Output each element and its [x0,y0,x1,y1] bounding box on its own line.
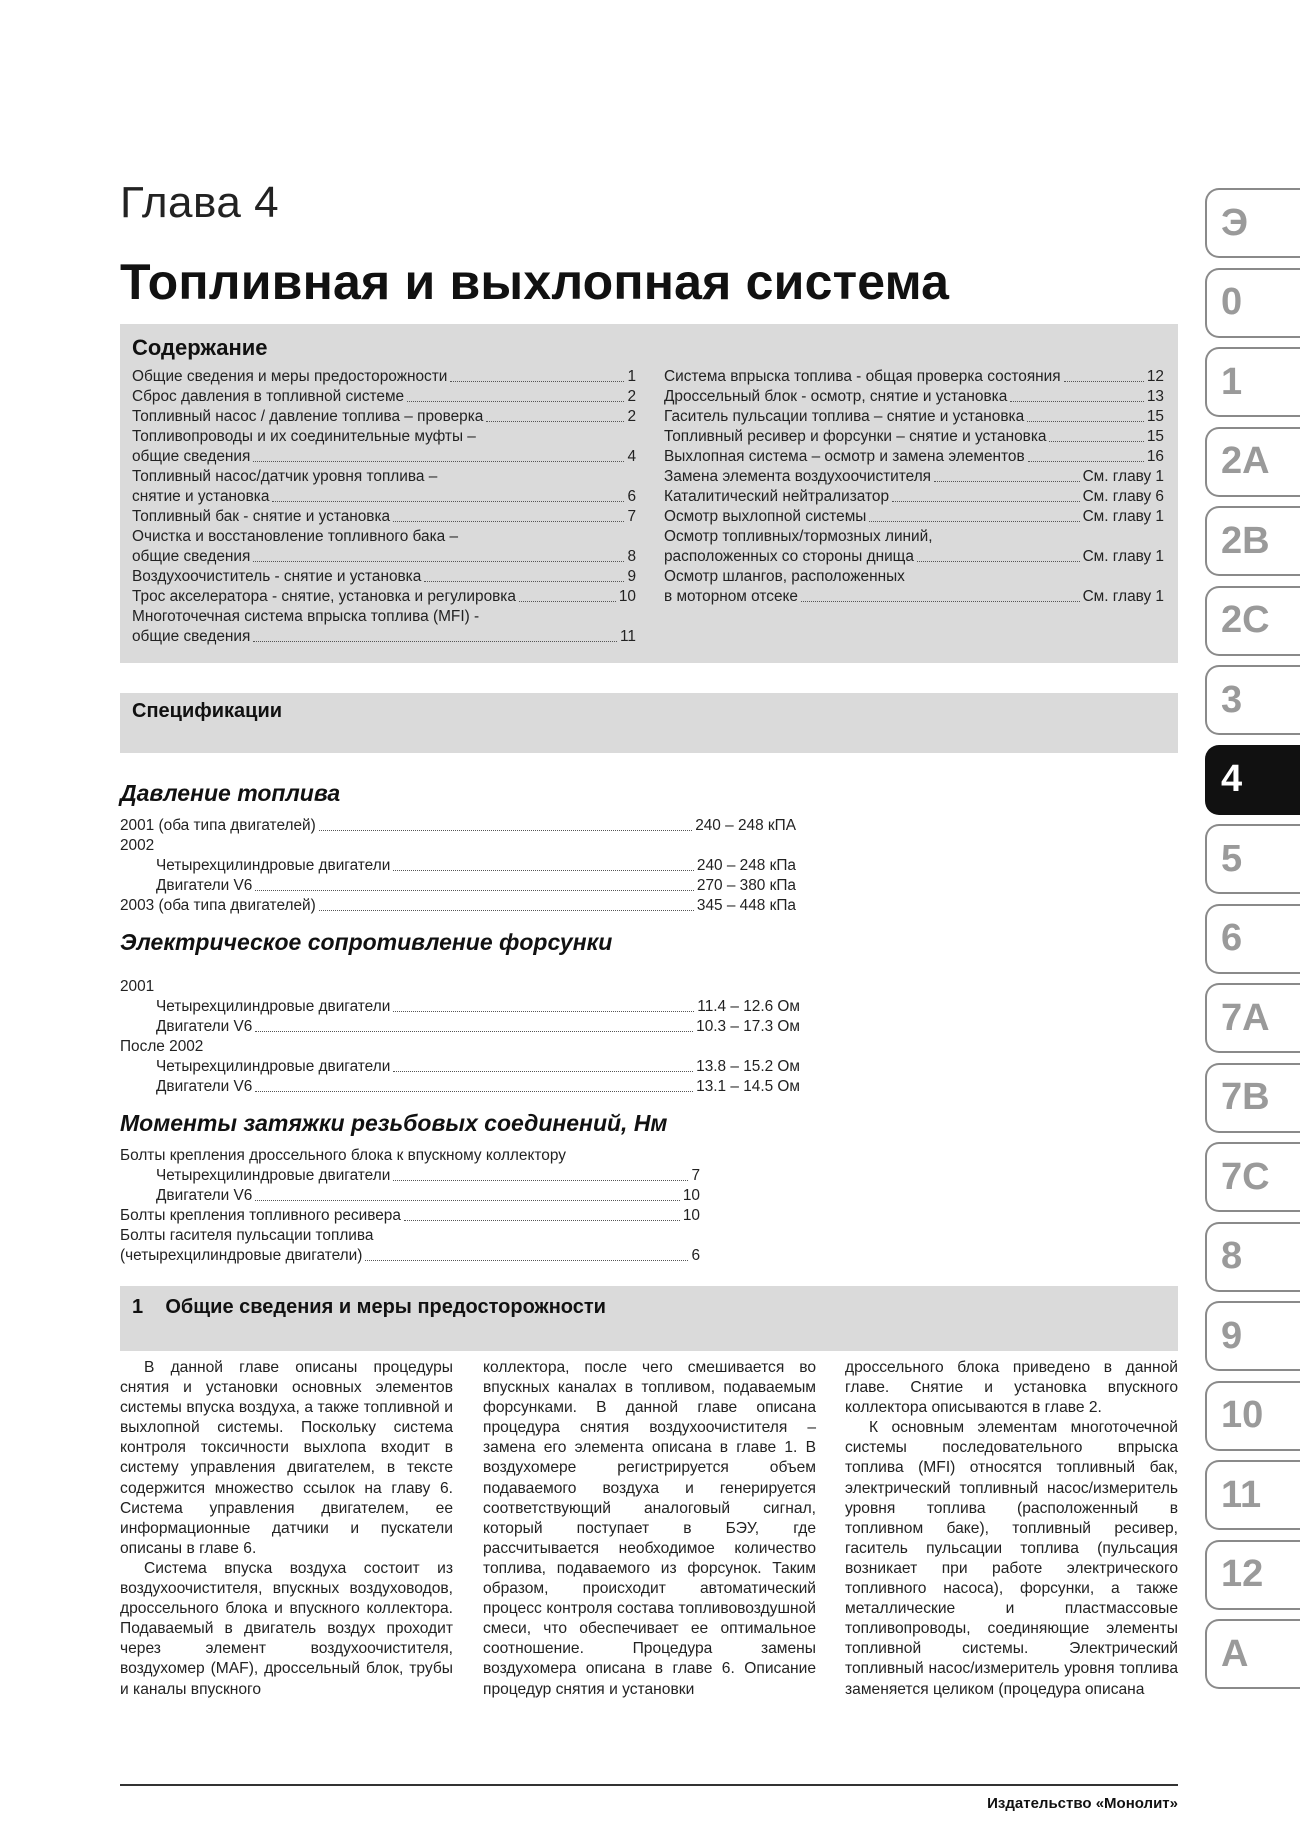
item-text: Топливный ресивер и форсунки – снятие и установка [664,428,1047,445]
item-value: 6 [627,488,636,505]
dot-leader [393,521,624,522]
list-item [120,1077,800,1097]
dot-leader [519,601,616,602]
chapter-tab-8[interactable]: 8 [1205,1222,1300,1292]
dot-leader [253,461,624,462]
body-paragraph: К основным элементам многоточечной системы последовательного впрыска топлива (MFI) относятся топливный бак, электрический топливный насос/измеритель уровня топлива (расположенный в топливном баке), топливный ресивер, гаситель пульсации топлива (пульсация возникает при работе электрического топливного насоса), форсунки, а также металлические и пластмассовые топливопроводы, соединяющие элементы топливной системы. Электрический топливный насос/измеритель уровня топлива заменяется целиком (процедура описана [845,1419,1178,1698]
dot-leader [424,581,624,582]
list-item [664,447,1164,467]
item-value: 9 [627,568,636,585]
item-value: 15 [1146,408,1164,425]
item-text: Двигатели V6 [156,1078,253,1095]
item-value: 13.1 – 14.5 Ом [696,1078,800,1095]
dot-leader [319,830,692,831]
item-value: 4 [627,448,636,465]
item-text: Болты гасителя пульсации топлива [120,1227,374,1244]
list-item [120,1206,700,1226]
chapter-tab-12[interactable]: 12 [1205,1540,1300,1610]
item-text: Дроссельный блок - осмотр, снятие и установка [664,388,1008,405]
list-item [664,507,1164,527]
body-column-2 [483,1358,816,1700]
section-1-number: 1 [132,1296,144,1318]
dot-leader [253,561,624,562]
list-item [132,567,636,587]
list-item [132,447,636,467]
dot-leader [407,401,624,402]
list-item [120,1186,700,1206]
dot-leader [486,421,624,422]
chapter-tab-10[interactable]: 10 [1205,1381,1300,1451]
list-item [120,997,800,1017]
list-item [132,487,636,507]
list-item [120,876,796,896]
contents-heading: Содержание [132,335,268,360]
list-item [132,527,636,547]
dot-leader [450,381,624,382]
item-value: 15 [1146,428,1164,445]
list-item [664,527,1164,547]
item-value: 12 [1146,368,1164,385]
item-text: Сброс давления в топливной системе [132,388,405,405]
list-item [132,387,636,407]
dot-leader [1027,421,1144,422]
list-item [120,1226,700,1246]
injector-resistance-list [120,977,800,1097]
list-item [120,1246,700,1266]
item-value: 10 [618,588,636,605]
list-item [132,467,636,487]
chapter-tab-0[interactable]: 0 [1205,268,1300,338]
list-item [664,567,1164,587]
publisher-name: Издательство «Монолит» [987,1795,1178,1812]
chapter-tab-4[interactable]: 4 [1205,745,1300,815]
list-item [132,587,636,607]
dot-leader [319,910,694,911]
footer-rule [120,1784,1178,1786]
torque-list [120,1146,700,1266]
item-value: См. главу 1 [1082,508,1164,525]
item-text: Четырехцилиндровые двигатели [156,1058,391,1075]
item-text: Осмотр шлангов, расположенных [664,568,905,585]
list-item [664,487,1164,507]
dot-leader [404,1220,680,1221]
chapter-tab-2a[interactable]: 2A [1205,427,1300,497]
list-item [120,1146,700,1166]
item-text: После 2002 [120,1038,204,1055]
list-item [120,1017,800,1037]
list-item [132,627,636,647]
torque-title: Моменты затяжки резьбовых соединений, Нм [120,1110,668,1136]
chapter-tab-3[interactable]: 3 [1205,665,1300,735]
dot-leader [255,1031,693,1032]
item-value: См. главу 6 [1082,488,1164,505]
item-text: Замена элемента воздухоочистителя [664,468,932,485]
item-text: Система впрыска топлива - общая проверка состояния [664,368,1061,385]
item-text: 2001 (оба типа двигателей) [120,817,316,834]
dot-leader [255,890,694,891]
item-value: 1 [627,368,636,385]
item-value: 8 [627,548,636,565]
body-paragraph: Система впуска воздуха состоит из воздухоочистителя, впускных воздуховодов, дроссельного блока и впускного коллектора. Подаваемый в двигатель воздух проходит через элемент воздухоочистителя, воздухомер (MAF), дроссельный блок, трубы и каналы впускного [120,1559,453,1698]
list-item [132,607,636,627]
item-value: См. главу 1 [1082,468,1164,485]
dot-leader [801,601,1080,602]
list-item [664,367,1164,387]
chapter-tab-7a[interactable]: 7A [1205,983,1300,1053]
item-text: Двигатели V6 [156,1018,253,1035]
chapter-tab-9[interactable]: 9 [1205,1301,1300,1371]
dot-leader [917,561,1080,562]
item-value: 7 [627,508,636,525]
item-text: в моторном отсеке [664,588,798,605]
item-value: 345 – 448 кПа [696,897,796,914]
item-text: Выхлопная система – осмотр и замена элементов [664,448,1025,465]
item-value: 240 – 248 кПА [695,817,796,834]
item-value: 7 [691,1167,700,1184]
item-value: 16 [1146,448,1164,465]
item-text: Осмотр выхлопной системы [664,508,867,525]
item-value: 270 – 380 кПа [696,877,796,894]
item-text: Четырехцилиндровые двигатели [156,998,391,1015]
item-value: 13.8 – 15.2 Ом [696,1058,800,1075]
list-item [120,816,796,836]
dot-leader [365,1260,688,1261]
chapter-tab-6[interactable]: 6 [1205,904,1300,974]
list-item [132,407,636,427]
dot-leader [1010,401,1144,402]
chapter-title: Топливная и выхлопная система [120,254,950,310]
item-text: Четырехцилиндровые двигатели [156,857,391,874]
item-value: 10.3 – 17.3 Ом [696,1018,800,1035]
item-text: Болты крепления дроссельного блока к впускному коллектору [120,1147,566,1164]
item-text: общие сведения [132,628,251,645]
list-item [132,507,636,527]
list-item [664,387,1164,407]
item-text: Болты крепления топливного ресивера [120,1207,401,1224]
dot-leader [393,870,694,871]
list-item [132,367,636,387]
chapter-tab-э[interactable]: Э [1205,188,1300,258]
item-text: общие сведения [132,448,251,465]
injector-resistance-title: Электрическое сопротивление форсунки [120,929,613,955]
dot-leader [255,1091,693,1092]
item-value: 2 [627,408,636,425]
dot-leader [393,1071,693,1072]
chapter-tab-1[interactable]: 1 [1205,347,1300,417]
list-item [120,896,796,916]
chapter-tab-7c[interactable]: 7C [1205,1142,1300,1212]
item-text: Воздухоочиститель - снятие и установка [132,568,422,585]
list-item [120,1057,800,1077]
item-value: 10 [682,1187,700,1204]
chapter-tab-5[interactable]: 5 [1205,824,1300,894]
item-text: Двигатели V6 [156,1187,253,1204]
dot-leader [869,521,1079,522]
chapter-tab-2b[interactable]: 2B [1205,506,1300,576]
item-value: 13 [1146,388,1164,405]
list-item [132,547,636,567]
list-item [132,427,636,447]
dot-leader [253,641,617,642]
list-item [664,407,1164,427]
list-item [120,1037,800,1057]
item-text: Каталитический нейтрализатор [664,488,889,505]
item-value: 6 [691,1247,700,1264]
item-value: 2 [627,388,636,405]
item-text: Топливопроводы и их соединительные муфты – [132,428,476,445]
item-value: 10 [682,1207,700,1224]
chapter-tab-2c[interactable]: 2C [1205,586,1300,656]
list-item [120,1166,700,1186]
item-value: 11 [620,628,636,645]
item-text: Топливный бак - снятие и установка [132,508,391,525]
body-paragraph: В данной главе описаны процедуры снятия и установки основных элементов системы впуска воздуха, а также топливной и выхлопной системы. Поскольку система контроля токсичности выхлопа входит в систему управления двигателем, в тексте содержится множество ссылок на главу 6. Система управления двигателем, ее информационные датчики и пускатели описаны в главе 6. [120,1359,453,1557]
item-text: Четырехцилиндровые двигатели [156,1167,391,1184]
item-text: (четырехцилиндровые двигатели) [120,1247,363,1264]
item-text: 2003 (оба типа двигателей) [120,897,316,914]
list-item [120,856,796,876]
item-text: Общие сведения и меры предосторожности [132,368,448,385]
item-text: Топливный насос / давление топлива – проверка [132,408,484,425]
item-value: См. главу 1 [1082,588,1164,605]
list-item [664,547,1164,567]
item-text: Осмотр топливных/тормозных линий, [664,528,933,545]
dot-leader [393,1180,688,1181]
dot-leader [892,501,1080,502]
body-column-3 [845,1358,1178,1700]
body-paragraph: коллектора, после чего смешивается во впускных каналах в топливом, подаваемым форсунками. В данной главе описана процедура снятия воздухоочистителя – замена его элемента описана в главе 1. В воздухомере регистрируется объем подаваемого воздуха и генерируется соответствующий аналоговый сигнал, который поступает в БЭУ, где рассчитывается необходимое количество топлива, подаваемого из форсунок. Таким образом, происходит автоматический процесс контроля состава топливовоздушной смеси, что обеспечивает ее оптимальное соотношение. Процедура замены воздухомера описана в главе 6. Описание процедур снятия и установки [483,1359,816,1698]
item-text: Двигатели V6 [156,877,253,894]
list-item [120,836,796,856]
list-item [664,427,1164,447]
item-text: Трос акселератора - снятие, установка и регулировка [132,588,516,605]
dot-leader [1064,381,1144,382]
body-column-1 [120,1358,453,1700]
specifications-heading: Спецификации [132,700,283,722]
item-text: 2002 [120,837,155,854]
item-text: Многоточечная система впрыска топлива (MFI) - [132,608,480,625]
chapter-tab-7b[interactable]: 7B [1205,1063,1300,1133]
section-1-heading [132,1296,606,1319]
item-text: снятие и установка [132,488,270,505]
list-item [120,977,800,997]
item-text: 2001 [120,978,155,995]
chapter-number: Глава 4 [120,178,280,227]
item-text: Топливный насос/датчик уровня топлива – [132,468,438,485]
dot-leader [1028,461,1144,462]
list-item [664,587,1164,607]
contents-right-column [664,367,1164,607]
item-text: Очистка и восстановление топливного бака – [132,528,459,545]
chapter-tab-11[interactable]: 11 [1205,1460,1300,1530]
list-item [664,467,1164,487]
item-value: 240 – 248 кПа [696,857,796,874]
chapter-tab-a[interactable]: A [1205,1619,1300,1689]
item-text: расположенных со стороны днища [664,548,914,565]
fuel-pressure-title: Давление топлива [120,780,341,806]
section-1-title: Общие сведения и меры предосторожности [165,1296,606,1318]
item-text: Гаситель пульсации топлива – снятие и установка [664,408,1025,425]
contents-left-column [132,367,636,647]
body-paragraph: дроссельного блока приведено в данной главе. Снятие и установка впускного коллектора описываются в главе 2. [845,1359,1178,1417]
item-text: общие сведения [132,548,251,565]
dot-leader [272,501,624,502]
item-value: 11.4 – 12.6 Ом [697,998,800,1015]
dot-leader [1049,441,1143,442]
dot-leader [934,481,1080,482]
fuel-pressure-list [120,816,796,916]
item-value: См. главу 1 [1082,548,1164,565]
dot-leader [255,1200,680,1201]
dot-leader [393,1011,694,1012]
